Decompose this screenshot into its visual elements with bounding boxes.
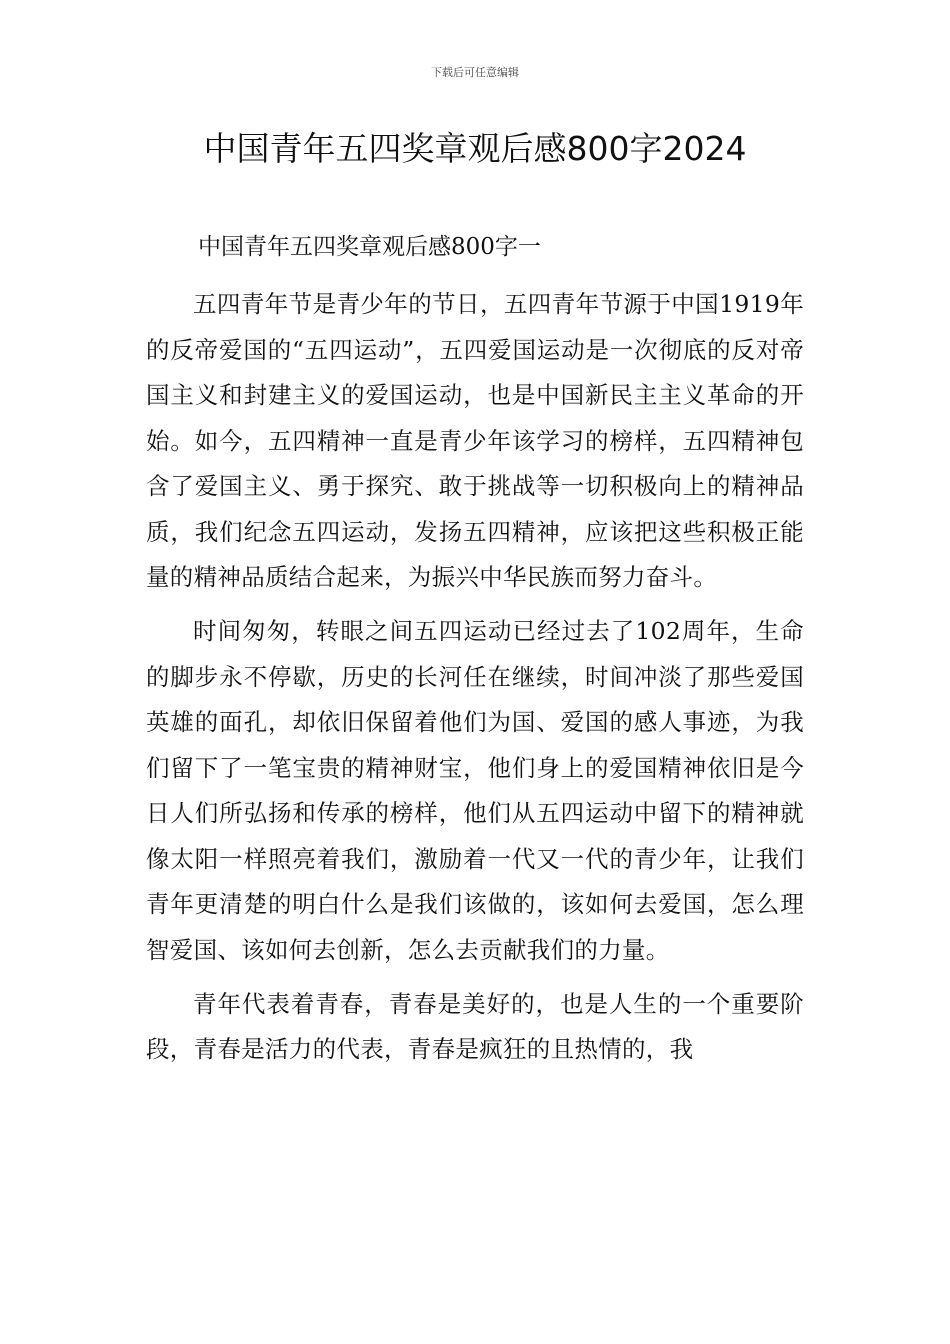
document-title: 中国青年五四奖章观后感800字2024 bbox=[203, 129, 747, 168]
body-paragraph: 时间匆匆，转眼之间五四运动已经过去了102周年，生命的脚步永不停歇，历史的长河任在继续，时间冲淡了那些爱国英雄的面孔，却依旧保留着他们为国、爱国的感人事迹，为我们留下了一笔宝贵的精神财宝，他们身上的爱国精神依旧是今日人们所弘扬和传承的榜样，他们从五四运动中留下的精神就像太阳一样照亮着我们，激励着一代又一代的青少年，让我们青年更清楚的明白什么是我们该做的，该如何去爱国，怎么理智爱国、该如何去创新，怎么去贡献我们的力量。 bbox=[146, 617, 804, 964]
header-note: 下载后可任意编辑 bbox=[431, 66, 519, 79]
document-body bbox=[146, 282, 804, 1081]
section-subtitle: 中国青年五四奖章观后感800字一 bbox=[198, 234, 541, 260]
body-paragraph: 五四青年节是青少年的节日，五四青年节源于中国1919年的反帝爱国的“五四运动”，五四爱国运动是一次彻底的反对帝国主义和封建主义的爱国运动，也是中国新民主主义革命的开始。如今，五四精神一直是青少年该学习的榜样，五四精神包含了爱国主义、勇于探究、敢于挑战等一切积极向上的精神品质，我们纪念五四运动，发扬五四精神，应该把这些积极正能量的精神品质结合起来，为振兴中华民族而努力奋斗。 bbox=[146, 290, 804, 591]
body-paragraph: 青年代表着青春，青春是美好的，也是人生的一个重要阶段，青春是活力的代表，青春是疯狂的且热情的，我 bbox=[146, 989, 804, 1063]
